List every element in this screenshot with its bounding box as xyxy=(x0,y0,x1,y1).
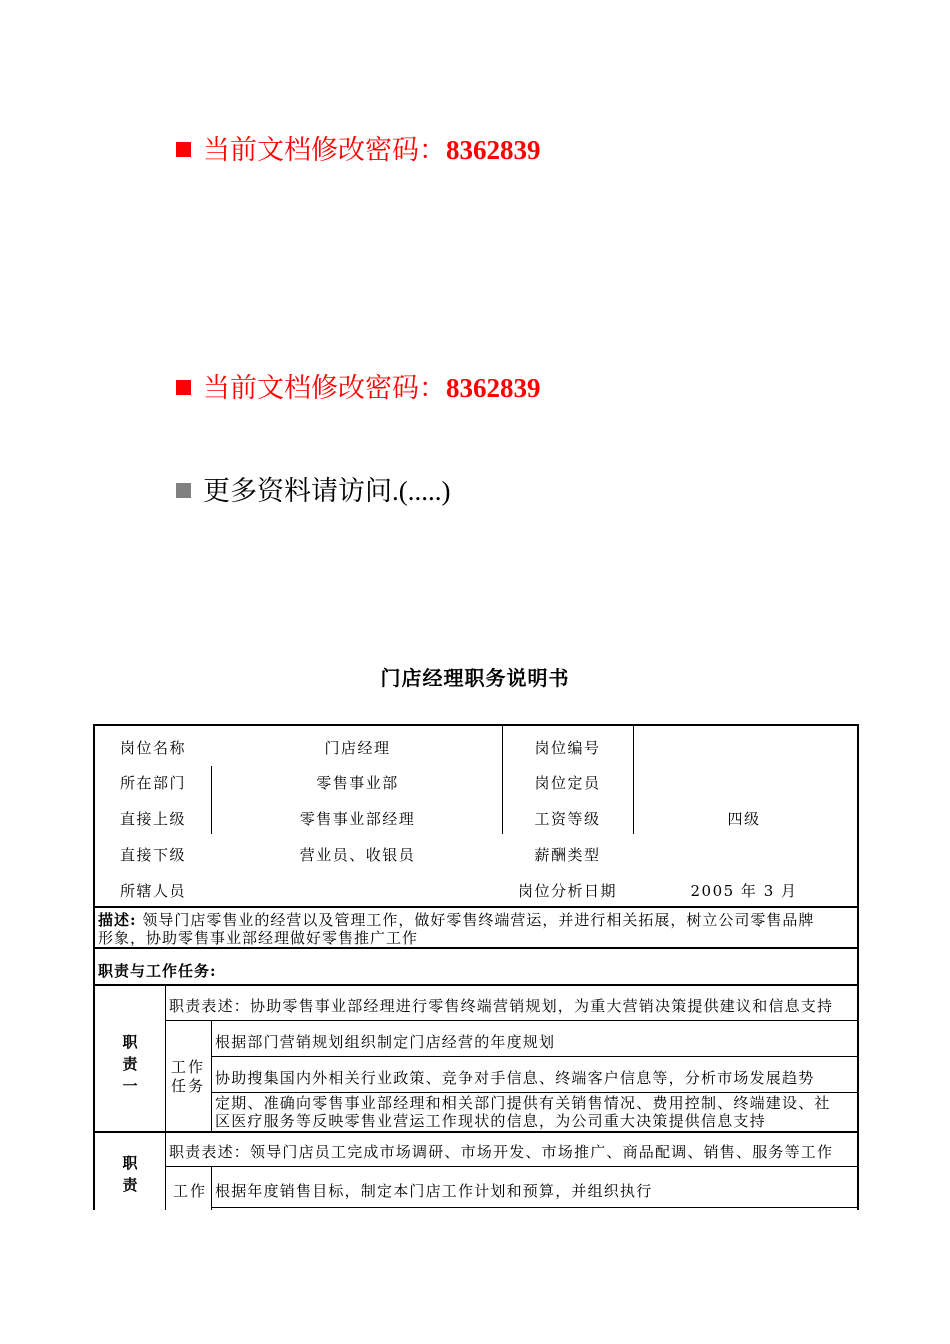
duty-1-task-1: 根据部门营销规划组织制定门店经营的年度规划 xyxy=(215,1033,556,1051)
row-divider xyxy=(95,906,857,908)
description-label: 描述: xyxy=(98,911,137,929)
duty-1-statement: 职责表述：协助零售事业部经理进行零售终端营销规划，为重大营销决策提供建议和信息支持 xyxy=(169,997,834,1015)
divider xyxy=(211,1166,212,1210)
password-notice-2 xyxy=(176,371,541,406)
duties-header: 职责与工作任务: xyxy=(98,962,217,980)
duty-2-tag xyxy=(120,1152,140,1196)
description-line-1: 领导门店零售业的经营以及管理工作，做好零售终端营运，并进行相关拓展，树立公司零售品牌 xyxy=(142,911,815,929)
row-divider xyxy=(211,1056,857,1057)
task-label-line: 任务 xyxy=(170,1077,205,1095)
duty-1-task-3-line-1: 定期、准确向零售事业部经理和相关部门提供有关销售情况、费用控制、终端建设、社 xyxy=(215,1094,831,1112)
duty-1-task-3-line-2: 区医疗服务等反映零售业营运工作现状的信息，为公司重大决策提供信息支持 xyxy=(215,1112,766,1130)
duty-1-tag xyxy=(120,1031,140,1097)
dept-value: 零售事业部 xyxy=(316,774,399,792)
row-divider xyxy=(211,1207,857,1208)
password-notice-1 xyxy=(176,133,541,168)
red-square-bullet-icon xyxy=(176,142,191,157)
duty-1-task-3 xyxy=(215,1094,855,1130)
row-divider xyxy=(95,947,857,949)
row-divider xyxy=(165,1166,857,1167)
password-code: 8362839 xyxy=(446,373,541,403)
document-title: 门店经理职务说明书 xyxy=(380,666,570,690)
password-code: 8362839 xyxy=(446,135,541,165)
pay-type-label: 薪酬类型 xyxy=(534,846,601,864)
row-divider xyxy=(211,1092,857,1093)
more-resources-link[interactable]: .(.....) xyxy=(392,476,451,506)
divider xyxy=(211,766,212,834)
row-divider xyxy=(95,1131,857,1133)
red-square-bullet-icon xyxy=(176,380,191,395)
duty-1-tag-char: 责 xyxy=(122,1055,138,1073)
job-name-value: 门店经理 xyxy=(324,739,391,757)
duty-2-statement: 职责表述：领导门店员工完成市场调研、市场开发、市场推广、商品配调、销售、服务等工作 xyxy=(169,1143,834,1161)
duty-2-tag-char: 职 xyxy=(122,1154,138,1172)
job-description-table xyxy=(93,724,859,1210)
divider xyxy=(165,1131,166,1210)
more-resources-notice[interactable] xyxy=(176,474,450,509)
duty-1-tag-char: 一 xyxy=(122,1077,138,1095)
gray-square-bullet-icon xyxy=(176,483,191,498)
row-divider xyxy=(165,1020,857,1021)
analysis-date-label: 岗位分析日期 xyxy=(517,882,617,900)
description-line-2: 形象，协助零售事业部经理做好零售推广工作 xyxy=(98,929,419,947)
row-divider xyxy=(95,984,857,986)
notice-label: 当前文档修改密码： xyxy=(203,373,446,404)
grade-label: 工资等级 xyxy=(534,810,601,828)
duty-2-tag-char: 责 xyxy=(122,1176,138,1194)
governed-label: 所辖人员 xyxy=(119,882,186,900)
subordinate-value: 营业员、收银员 xyxy=(299,846,416,864)
job-no-label: 岗位编号 xyxy=(534,739,601,757)
grade-value: 四级 xyxy=(727,810,761,828)
notice-label: 当前文档修改密码： xyxy=(203,135,446,166)
duty-2-task-label: 工作 xyxy=(173,1182,208,1200)
more-resources-text: 更多资料请访问 xyxy=(203,476,392,507)
dept-label: 所在部门 xyxy=(119,774,186,792)
analysis-date-value: 2005 年 3 月 xyxy=(690,882,798,900)
subordinate-label: 直接下级 xyxy=(119,846,186,864)
description-block xyxy=(98,911,854,947)
duty-1-task-label xyxy=(168,1058,208,1096)
staffing-label: 岗位定员 xyxy=(534,774,601,792)
divider xyxy=(165,984,166,1132)
duty-1-task-2: 协助搜集国内外相关行业政策、竞争对手信息、终端客户信息等，分析市场发展趋势 xyxy=(215,1069,815,1087)
task-label-line: 工作 xyxy=(170,1058,205,1076)
duty-2-task-1: 根据年度销售目标，制定本门店工作计划和预算，并组织执行 xyxy=(215,1182,653,1200)
divider xyxy=(211,1020,212,1132)
superior-label: 直接上级 xyxy=(119,810,186,828)
superior-value: 零售事业部经理 xyxy=(299,810,416,828)
duty-1-tag-char: 职 xyxy=(122,1033,138,1051)
job-name-label: 岗位名称 xyxy=(119,739,186,757)
